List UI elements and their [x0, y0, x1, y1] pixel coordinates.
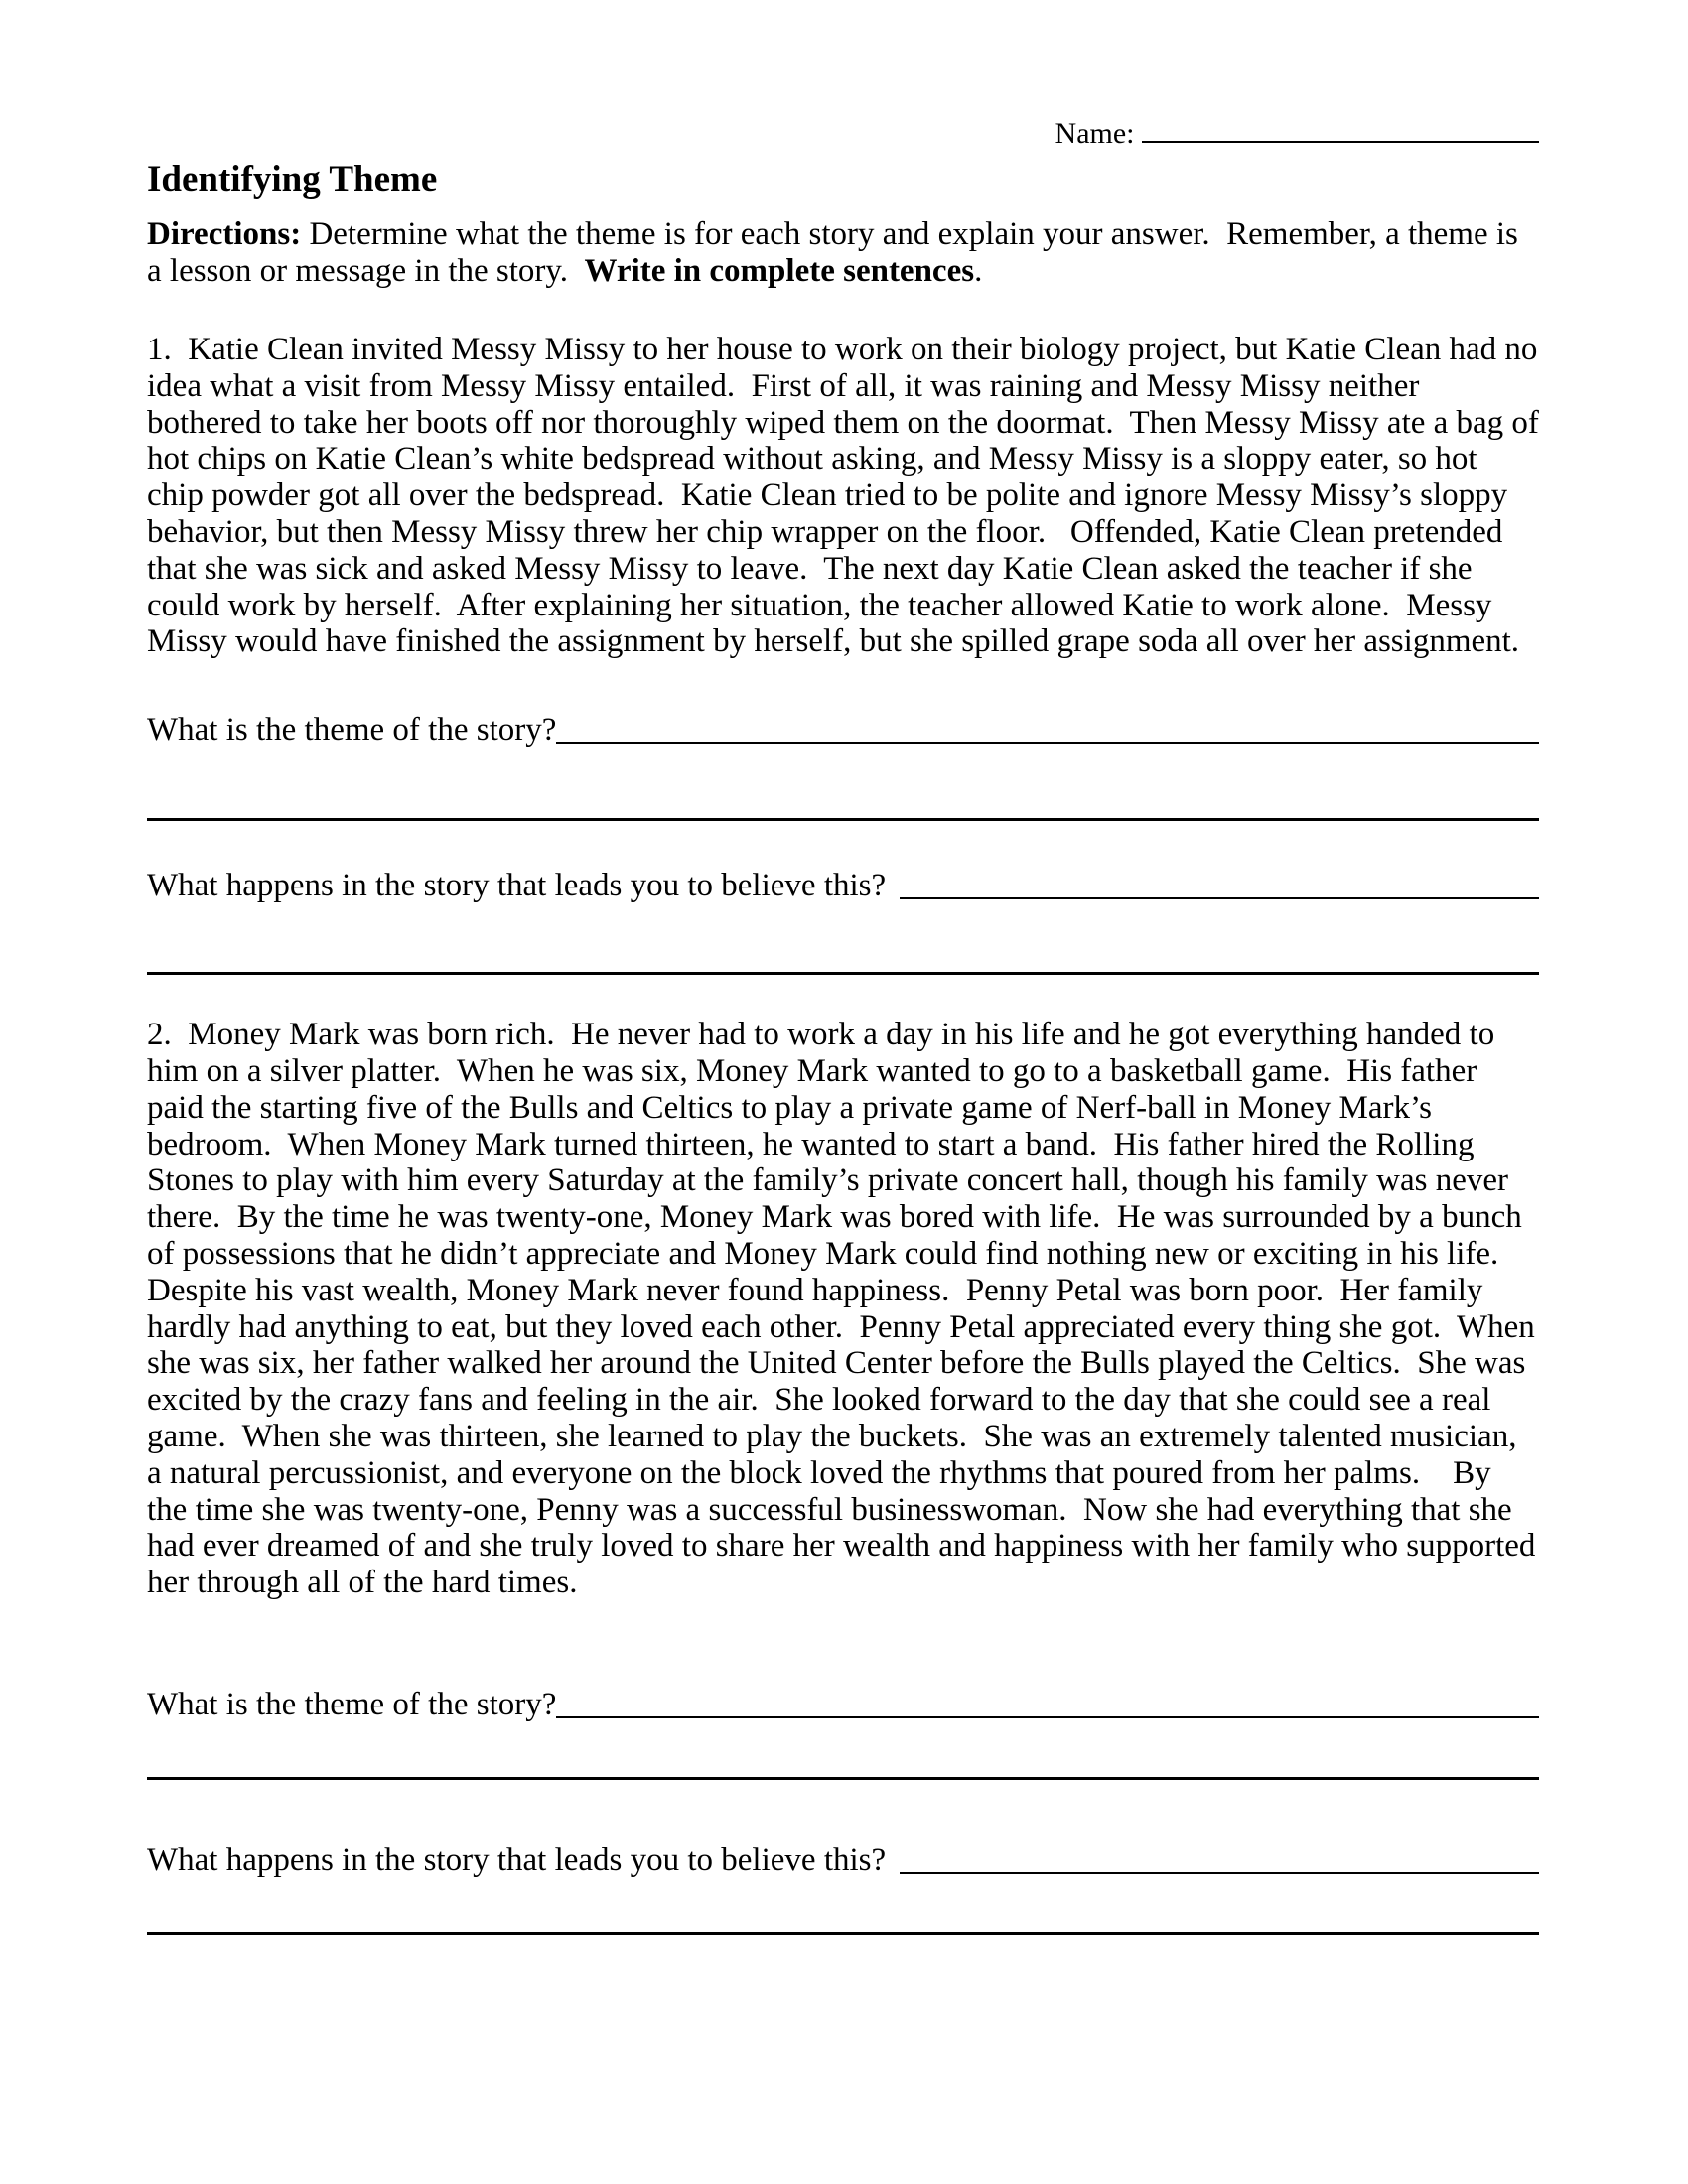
evidence-answer-blank-inline	[900, 1843, 1539, 1874]
theme-question-label: What is the theme of the story?	[147, 1686, 557, 1722]
directions-body: Determine what the theme is for each story and explain your answer. Remember, a theme is a lesson or message in the story.	[147, 216, 1527, 289]
evidence-answer-blank-inline	[900, 868, 1539, 899]
story-2-theme-question-row	[147, 1687, 1539, 1723]
directions-paragraph	[147, 216, 1539, 290]
theme-answer-blank-line-2	[147, 818, 1539, 821]
name-blank-line	[1142, 111, 1539, 143]
theme-answer-blank-inline	[556, 1687, 1539, 1718]
page-title: Identifying Theme	[147, 159, 438, 200]
directions-suffix: .	[974, 253, 983, 289]
story-2-paragraph: 2. Money Mark was born rich. He never had to work a day in his life and he got everything handed to him on a silver platter. When he was six, Money Mark wanted to go to a basketball game. His father paid the starting five of the Bulls and Celtics to play a private game of Nerf-ball in Money Mark’s bedroom. When Money Mark turned thirteen, he wanted to start a band. His father hired the Rolling Stones to play with him every Saturday at the family’s private concert hall, though his family was never there. By the time he was twenty-one, Money Mark was bored with life. He was surrounded by a bunch of possessions that he didn’t appreciate and Money Mark could find nothing new or exciting in his life. Despite his vast wealth, Money Mark never found happiness. Penny Petal was born poor. Her family hardly had anything to eat, but they loved each other. Penny Petal appreciated every thing she got. When she was six, her father walked her around the United Center before the Bulls played the Celtics. She was excited by the crazy fans and feeling in the air. She looked forward to the day that she could see a real game. When she was thirteen, she learned to play the buckets. She was an extremely talented musician, a natural percussionist, and everyone on the block loved the rhythms that poured from her palms. By the time she was twenty-one, Penny was a successful businesswoman. Now she had everything that she had ever dreamed of and she truly loved to share her wealth and happiness with her family who supported her through all of the hard times.	[147, 1017, 1544, 1601]
story-1-evidence-question-row	[147, 868, 1539, 904]
evidence-question-label: What happens in the story that leads you to believe this?	[147, 1842, 887, 1878]
story-1-theme-question-row	[147, 712, 1539, 749]
theme-question-label: What is the theme of the story?	[147, 712, 557, 749]
directions-label: Directions:	[147, 216, 302, 252]
evidence-question-label: What happens in the story that leads you to believe this?	[147, 868, 887, 904]
name-row	[147, 111, 1539, 151]
directions-bold-phrase: Write in complete sentences	[584, 253, 975, 289]
story-1-paragraph: 1. Katie Clean invited Messy Missy to her house to work on their biology project, but Katie Clean had no idea what a visit from Messy Missy entailed. First of all, it was raining and Messy Missy neither bothered to take her boots off nor thoroughly wiped them on the doormat. Then Messy Missy ate a bag of hot chips on Katie Clean’s white bedspread without asking, and Messy Missy is a sloppy eater, so hot chip powder got all over the bedspread. Katie Clean tried to be polite and ignore Messy Missy’s sloppy behavior, but then Messy Missy threw her chip wrapper on the floor. Offended, Katie Clean pretended that she was sick and asked Messy Missy to leave. The next day Katie Clean asked the teacher if she could work by herself. After explaining her situation, the teacher allowed Katie to work alone. Messy Missy would have finished the assignment by herself, but she spilled grape soda all over her assignment.	[147, 332, 1548, 660]
theme-answer-blank-inline	[556, 712, 1539, 744]
name-label: Name:	[1055, 117, 1135, 150]
evidence-answer-blank-line-2	[147, 1932, 1539, 1935]
evidence-answer-blank-line-2	[147, 972, 1539, 975]
theme-answer-blank-line-2	[147, 1777, 1539, 1780]
story-2-evidence-question-row	[147, 1843, 1539, 1879]
